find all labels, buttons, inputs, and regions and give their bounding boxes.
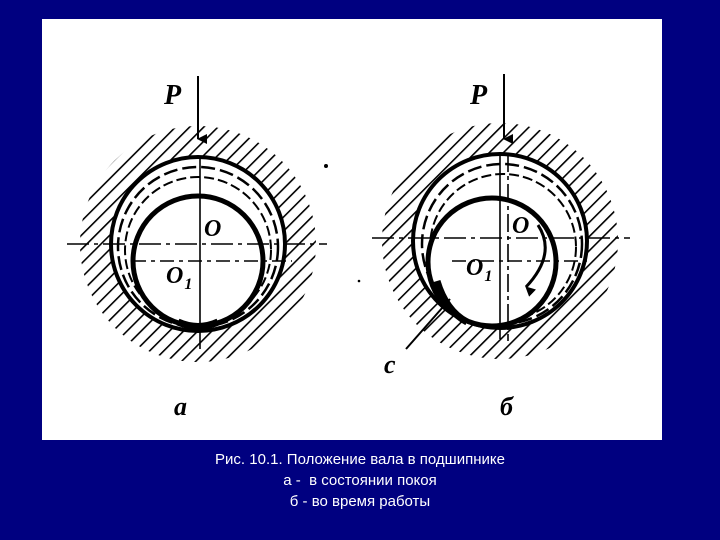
bearing-diagram — [42, 19, 662, 440]
figure-caption — [0, 449, 720, 512]
figure-panel — [42, 19, 662, 440]
panel-b — [372, 74, 630, 421]
stray-dot — [358, 280, 361, 283]
shaft-center-letter-b: O — [466, 255, 484, 281]
caption-line-a: а - в состоянии покоя — [283, 472, 437, 489]
panel-label-b: б — [500, 392, 513, 421]
force-label-a: P — [164, 80, 182, 111]
panel-a — [67, 76, 327, 421]
caption-line-b: б - во время работы — [289, 493, 431, 510]
center-label-a: O — [204, 216, 222, 242]
point-label-c: c — [384, 350, 396, 379]
shaft-center-letter-a: O — [166, 263, 184, 289]
shaft-center-subscript-b: 1 — [484, 268, 493, 285]
caption-title: Рис. 10.1. Положение вала в подшипнике — [215, 451, 505, 468]
panel-label-a: а — [174, 392, 187, 421]
stray-dot — [324, 164, 328, 168]
center-label-b: O — [512, 213, 530, 239]
shaft-center-subscript-a: 1 — [184, 276, 193, 293]
force-label-b: P — [470, 80, 488, 111]
